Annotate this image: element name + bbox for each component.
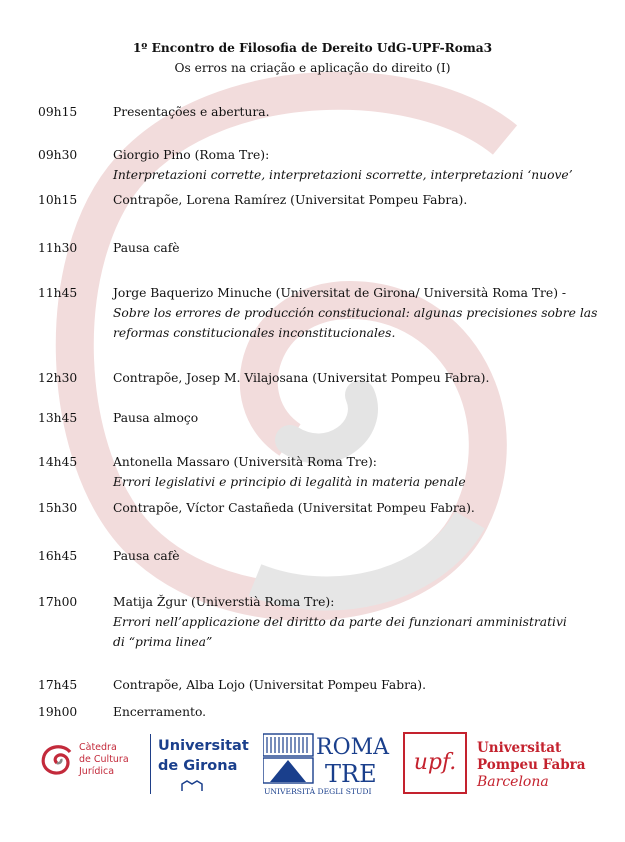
schedule-entry — [113, 408, 621, 428]
entry-talk-title: Errori nell’applicazione del diritto da parte dei funzionari amministrativi — [113, 615, 567, 629]
page-header — [0, 38, 625, 78]
schedule-entry — [113, 190, 621, 210]
roma-line2: TRE — [325, 760, 377, 788]
logo-bar — [0, 728, 625, 798]
entry-line: Pausa cafè — [113, 241, 180, 255]
schedule-time: 10h15 — [38, 193, 78, 207]
schedule-time: 13h45 — [38, 411, 78, 425]
schedule-entry — [113, 546, 621, 566]
upf-logo — [403, 730, 603, 796]
schedule-time: 09h15 — [38, 105, 78, 119]
entry-talk-title: di “prima linea” — [113, 635, 213, 649]
schedule-entry — [113, 592, 621, 652]
schedule-time: 11h45 — [38, 286, 78, 300]
entry-line: Matija Žgur (Universtià Roma Tre): — [113, 595, 335, 609]
schedule-entry — [113, 238, 621, 258]
entry-line: Contrapõe, Lorena Ramírez (Universitat Pompeu Fabra). — [113, 193, 468, 207]
roma-tre-logo — [263, 730, 393, 796]
upf-mark: upf. — [403, 732, 467, 794]
udg-line1: Universitat — [158, 738, 249, 754]
schedule-entry — [113, 283, 621, 343]
entry-line: Antonella Massaro (Università Roma Tre): — [113, 455, 377, 469]
schedule-time: 19h00 — [38, 705, 78, 719]
schedule-time: 17h00 — [38, 595, 78, 609]
entry-line: Contrapõe, Alba Lojo (Universitat Pompeu Fabra). — [113, 678, 426, 692]
entry-line: Pausa almoço — [113, 411, 199, 425]
upf-line1: Universitat — [477, 740, 562, 756]
schedule-entry — [113, 675, 621, 695]
entry-line: Encerramento. — [113, 705, 207, 719]
upf-line3: Barcelona — [477, 774, 549, 790]
spiral-icon — [40, 742, 76, 778]
schedule-time: 12h30 — [38, 371, 78, 385]
entry-line: Contrapõe, Víctor Castañeda (Universitat Pompeu Fabra). — [113, 501, 475, 515]
schedule-time: 16h45 — [38, 549, 78, 563]
entry-talk-title: Interpretazioni corrette, interpretazioni scorrette, interpretazioni ‘nuove’ — [113, 168, 573, 182]
entry-talk-title: reformas constitucionales inconstitucionales. — [113, 326, 396, 340]
entry-talk-title: Sobre los errores de producción constitucional: algunas precisiones sobre las — [113, 306, 598, 320]
schedule-entry — [113, 702, 621, 722]
entry-talk-title: Errori legislativi e principio di legalità in materia penale — [113, 475, 466, 489]
udg-emblem-icon — [181, 780, 203, 792]
entry-line: Contrapõe, Josep M. Vilajosana (Universitat Pompeu Fabra). — [113, 371, 490, 385]
entry-line: Jorge Baquerizo Minuche (Universitat de Girona/ Università Roma Tre) - — [113, 286, 567, 300]
schedule-entry — [113, 452, 621, 492]
udg-line2: de Girona — [158, 758, 238, 774]
schedule-entry — [113, 498, 621, 518]
schedule-time: 17h45 — [38, 678, 78, 692]
event-subtitle: Os erros na criação e aplicação do direito (I) — [174, 61, 451, 75]
entry-line: Presentações e abertura. — [113, 105, 270, 119]
entry-line: Pausa cafè — [113, 549, 180, 563]
schedule-time: 15h30 — [38, 501, 78, 515]
roma-line1: ROMA — [316, 735, 390, 760]
roma-line3: UNIVERSITÀ DEGLI STUDI — [264, 787, 372, 796]
catedra-logo — [40, 736, 140, 794]
schedule-entry — [113, 145, 621, 185]
event-title: 1º Encontro de Filosofia de Dereito UdG-UPF-Roma3 — [132, 41, 493, 55]
upf-line2: Pompeu Fabra — [477, 757, 586, 773]
schedule-time: 14h45 — [38, 455, 78, 469]
schedule-time: 11h30 — [38, 241, 78, 255]
schedule-entry — [113, 102, 621, 122]
roma-tre-mark — [263, 730, 393, 796]
catedra-line3: Jurídica — [79, 766, 115, 777]
entry-line: Giorgio Pino (Roma Tre): — [113, 148, 270, 162]
catedra-line2: de Cultura — [79, 754, 129, 765]
schedule-entry — [113, 368, 621, 388]
udg-logo — [150, 734, 251, 794]
catedra-line1: Càtedra — [79, 742, 117, 753]
schedule-time: 09h30 — [38, 148, 78, 162]
